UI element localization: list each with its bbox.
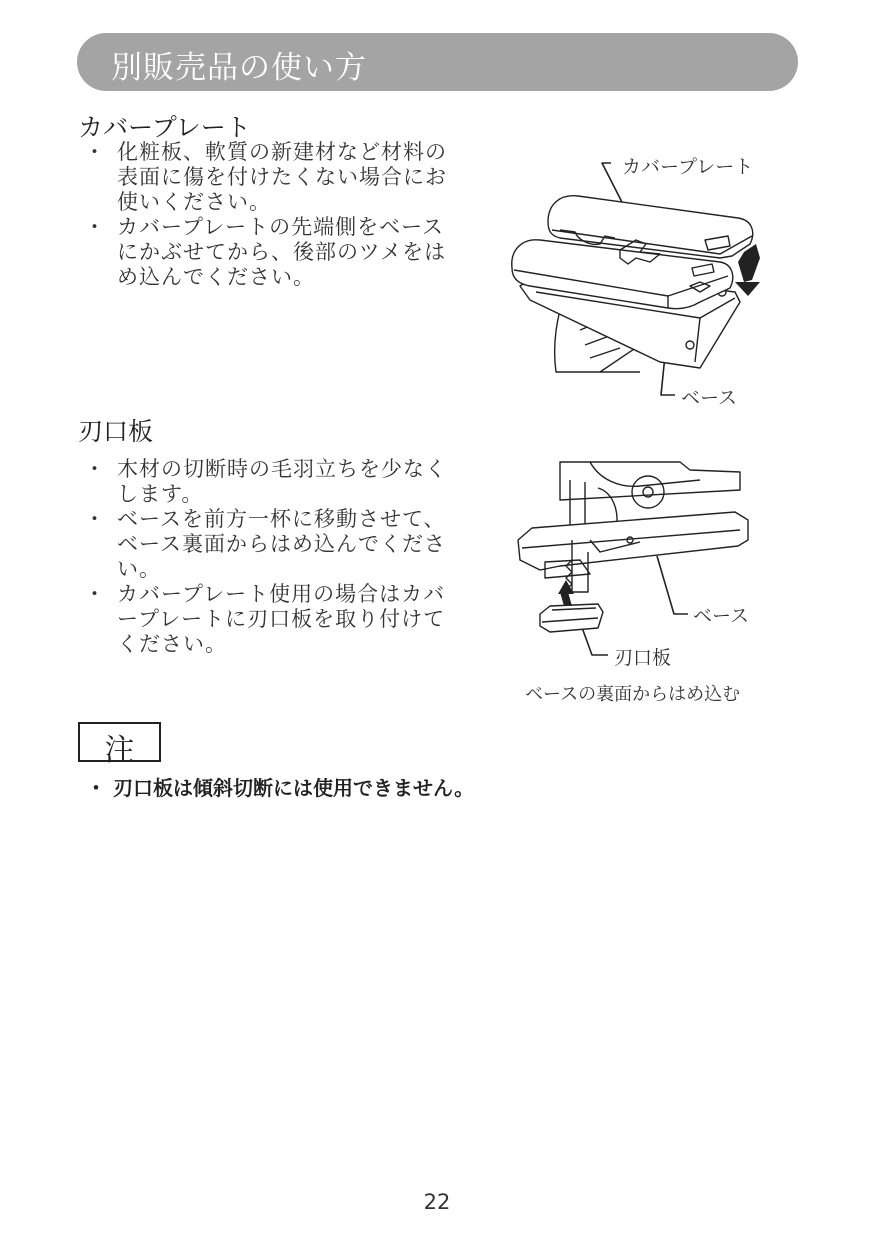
section-heading-cover-plate: カバープレート	[78, 113, 251, 142]
list-item: ・ ベースを前方一杯に移動させて、ベース裏面からはめ込んでください。	[84, 507, 462, 582]
list-item: ・ カバープレートの先端側をベースにかぶせてから、後部のツメをはめ込んでください。	[84, 215, 462, 290]
list-item: ・ 木材の切断時の毛羽立ちを少なくします。	[84, 457, 462, 507]
list-item: ・ 化粧板、軟質の新建材など材料の表面に傷を付けたくない場合にお使いください。	[84, 140, 462, 215]
section-heading-blade-plate: 刃口板	[78, 417, 154, 446]
page-title: 別販売品の使い方	[111, 50, 367, 86]
label-cover-plate: カバープレート	[622, 156, 754, 178]
note-label: 注	[104, 733, 135, 768]
page-number: 22	[423, 1190, 451, 1214]
list-item: ・ カバープレート使用の場合はカバープレートに刃口板を取り付けてください。	[84, 582, 462, 657]
note-label-box	[78, 722, 161, 768]
note-text: ・ 刃口板は傾斜切断には使用できません。	[86, 776, 475, 800]
label-base: ベース	[681, 387, 738, 409]
label-blade-plate: 刃口板	[614, 647, 672, 669]
blade-plate-caption: ベースの裏面からはめ込む	[525, 684, 741, 705]
label-base-2: ベース	[693, 605, 750, 627]
